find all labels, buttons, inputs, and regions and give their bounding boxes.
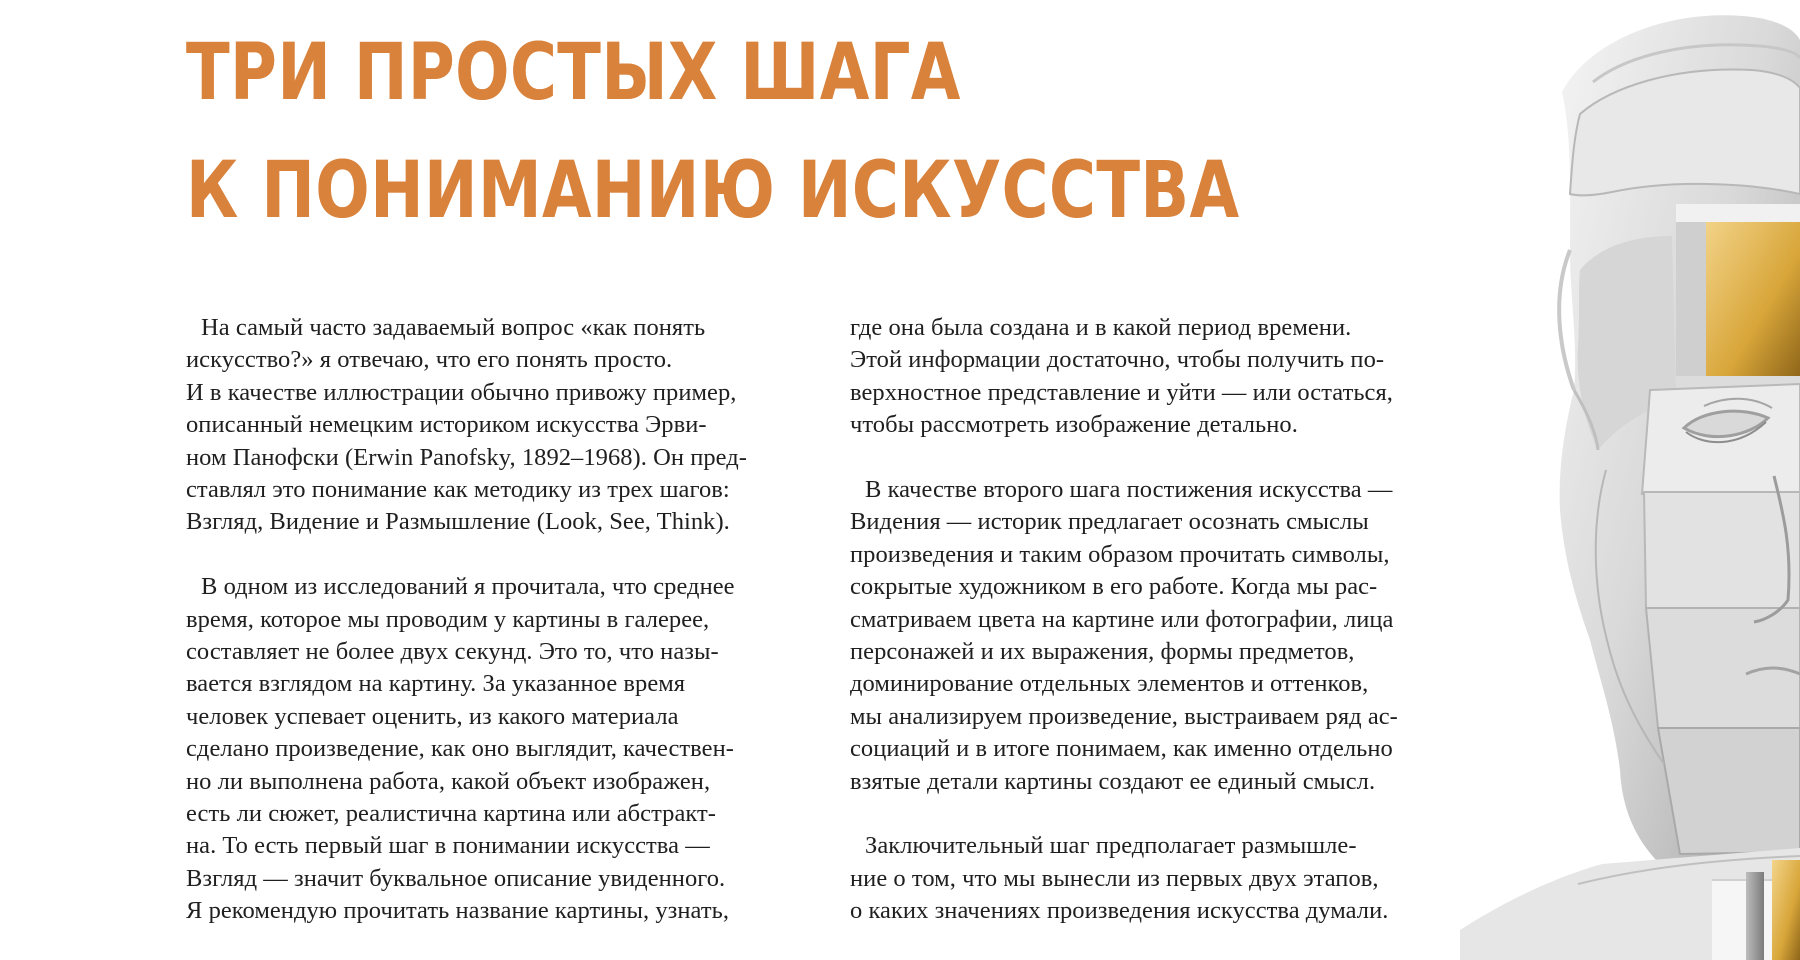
title-line-1: ТРИ ПРОСТЫХ ШАГА (186, 28, 961, 118)
paragraph-line: искусство?» я отвечаю, что его понять просто. (186, 346, 673, 374)
paragraph-line: на. То есть первый шаг в понимании искусства — (186, 832, 710, 860)
paragraph-line: мы анализируем произведение, выстраиваем ряд ас- (850, 702, 1398, 730)
paragraph-line: персонажей и их выражения, формы предметов, (850, 638, 1355, 666)
paragraph-line: ставлял это понимание как методику из трех шагов: (186, 476, 730, 504)
paragraph-line: произведения и таким образом прочитать символы, (850, 540, 1390, 568)
paragraph-line: взятые детали картины создают ее единый смысл. (850, 767, 1376, 795)
paragraph-line: На самый часто задаваемый вопрос «как понять (201, 314, 706, 341)
paragraph-line: Я рекомендую прочитать название картины, узнать, (186, 897, 729, 925)
paragraph-spacer (850, 442, 1485, 474)
paragraph-line: Этой информации достаточно, чтобы получить по- (850, 346, 1385, 374)
paragraph-line: есть ли сюжет, реалистична картина или абстракт- (186, 800, 716, 828)
paragraph-line: сматриваем цвета на картине или фотографии, лица (850, 605, 1394, 633)
paragraph-line: доминирование отдельных элементов и оттенков, (850, 670, 1369, 698)
paragraph-line: В качестве второго шага постижения искусства — (865, 476, 1393, 504)
paragraph-line: В одном из исследований я прочитала, что среднее (201, 573, 735, 601)
paragraph-line: сокрытые художником в его работе. Когда мы рас- (850, 573, 1378, 601)
left-text-column (186, 312, 821, 928)
paragraph-line: описанный немецким историком искусства Эрви- (186, 411, 707, 439)
paragraph-line: сделано произведение, как оно выглядит, качествен- (186, 735, 734, 763)
paragraph-line: социаций и в итоге понимаем, как именно отдельно (850, 735, 1393, 763)
paragraph-line: ном Панофски (Erwin Panofsky, 1892–1968). Он пред- (186, 443, 747, 471)
right-text-column (850, 312, 1485, 928)
paragraph-line: человек успевает оценить, из какого материала (186, 702, 679, 730)
paragraph-line: Взгляд — значит буквальное описание увиденного. (186, 864, 726, 892)
paragraph-line: время, которое мы проводим у картины в галерее, (186, 605, 710, 633)
paragraph-line: И в качестве иллюстрации обычно привожу пример, (186, 378, 737, 406)
paragraph-line: где она была создана и в какой период времени. (850, 314, 1352, 341)
paragraph-line: чтобы рассмотреть изображение детально. (850, 411, 1298, 439)
paragraph-line: Заключительный шаг предполагает размышле- (865, 832, 1357, 860)
paragraph-line: Взгляд, Видение и Размышление (Look, See, Think). (186, 508, 730, 536)
paragraph-line: о каких значениях произведения искусства думали. (850, 897, 1389, 925)
paragraph-spacer (850, 798, 1485, 830)
paragraph-line: Видения — историк предлагает осознать смыслы (850, 508, 1369, 536)
paragraph-line: верхностное представление и уйти — или остаться, (850, 378, 1393, 406)
page-title (186, 14, 1240, 250)
paragraph-line: составляет не более двух секунд. Это то, что назы- (186, 638, 719, 666)
sculpted-head-image (1460, 0, 1800, 960)
paragraph-spacer (186, 539, 821, 571)
title-line-2: К ПОНИМАНИЮ ИСКУССТВА (186, 146, 1240, 236)
paragraph-line: вается взглядом на картину. За указанное время (186, 670, 686, 698)
paragraph-line: но ли выполнена работа, какой объект изображен, (186, 767, 711, 795)
paragraph-line: ние о том, что мы вынесли из первых двух этапов, (850, 864, 1379, 892)
